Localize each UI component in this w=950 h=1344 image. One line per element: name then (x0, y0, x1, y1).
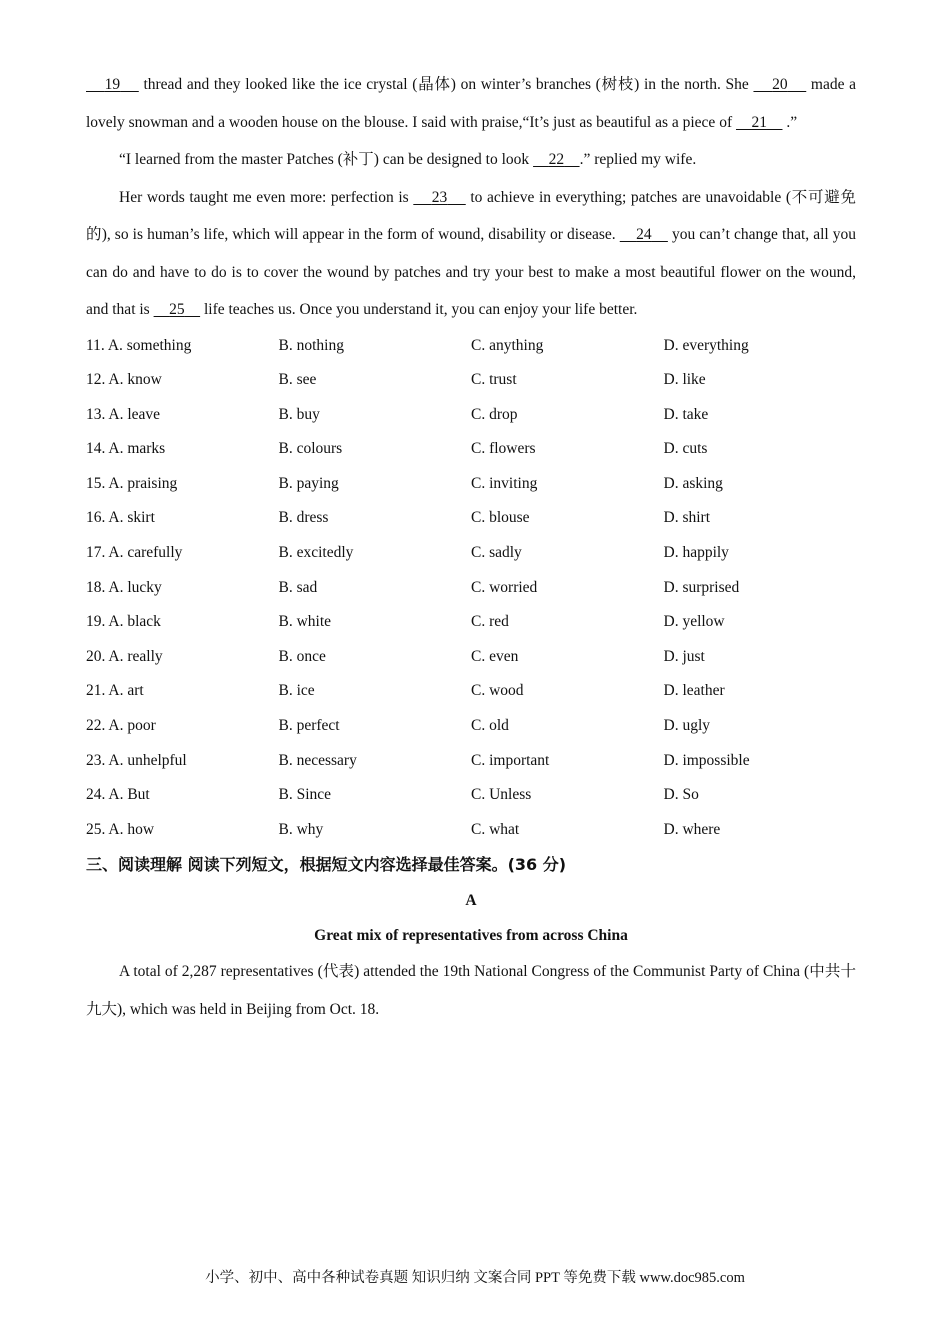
question-22-options (86, 709, 856, 744)
option-d: D. shirt (663, 509, 710, 527)
option-a: 11. A. something (86, 336, 192, 354)
option-a: 21. A. art (86, 682, 144, 700)
option-a: 22. A. poor (86, 717, 156, 735)
blank-24: 24 (636, 226, 652, 243)
option-c: C. blouse (471, 509, 530, 527)
option-c: C. trust (471, 371, 517, 389)
question-14-options (86, 432, 856, 467)
option-b: B. see (278, 371, 317, 389)
question-13-options (86, 398, 856, 433)
option-c: C. old (471, 717, 509, 735)
question-24-options (86, 778, 856, 813)
question-19-options (86, 605, 856, 640)
question-12-options (86, 363, 856, 398)
option-a: 25. A. how (86, 820, 155, 838)
option-b: B. paying (278, 474, 339, 492)
option-d: D. surprised (663, 578, 740, 596)
option-d: D. just (663, 647, 705, 665)
option-c: C. inviting (471, 474, 538, 492)
option-b: B. buy (278, 405, 320, 423)
option-b: B. once (278, 647, 326, 665)
option-c: C. anything (471, 336, 544, 354)
option-b: B. necessary (278, 751, 357, 769)
option-b: B. nothing (278, 336, 344, 354)
blank-20: 20 (772, 76, 788, 93)
option-d: D. So (663, 786, 699, 804)
option-d: D. happily (663, 544, 729, 562)
option-a: 23. A. unhelpful (86, 751, 187, 769)
option-c: C. flowers (471, 440, 536, 458)
option-a: 15. A. praising (86, 474, 178, 492)
blank-21: 21 (751, 113, 767, 131)
part-label: A (465, 892, 477, 910)
question-15-options (86, 467, 856, 502)
passage-paragraph-1: 19 thread and they looked like the ice crystal (晶体) on winter’s branches (树枝) in the north. She 20 made a lovely snowman and a wooden house on the blouse. I said with praise,“It’s just as beautiful as a piece of 21 .” (86, 76, 857, 131)
option-b: B. excitedly (278, 544, 354, 562)
question-11-options (86, 329, 856, 364)
option-c: C. even (471, 647, 519, 665)
option-a: 14. A. marks (86, 440, 166, 458)
option-a: 24. A. But (86, 786, 150, 804)
option-d: D. asking (663, 474, 723, 492)
blank-25: 25 (169, 301, 185, 318)
option-d: D. take (663, 405, 709, 423)
document-page (86, 66, 856, 1028)
passage-paragraph-2: “I learned from the master Patches (补丁) can be designed to look 22 .” replied my wife. (119, 151, 697, 168)
article-intro: A total of 2,287 representatives (代表) attended the 19th National Congress of the Communist Party of China (中共十九大), which was held in Beijing from Oct. 18. (86, 963, 856, 1018)
option-a: 13. A. leave (86, 405, 161, 423)
option-a: 16. A. skirt (86, 509, 155, 527)
option-a: 20. A. really (86, 647, 163, 665)
blank-22: 22 (548, 151, 565, 168)
option-b: B. perfect (278, 717, 340, 735)
option-c: C. sadly (471, 544, 522, 562)
option-b: B. white (278, 613, 332, 631)
question-17-options (86, 536, 856, 571)
option-d: D. everything (663, 336, 749, 354)
page-footer: 小学、初中、高中各种试卷真题 知识归纳 文案合同 PPT 等免费下载 www.doc985.com (205, 1270, 745, 1286)
option-c: C. worried (471, 578, 538, 596)
option-c: C. Unless (471, 786, 532, 804)
option-b: B. Since (278, 786, 332, 804)
blank-23: 23 (431, 188, 448, 206)
blank-19: 19 (104, 76, 121, 93)
option-c: C. important (471, 751, 550, 769)
option-c: C. wood (471, 682, 524, 700)
option-d: D. cuts (663, 440, 708, 458)
option-d: D. where (663, 820, 721, 838)
question-20-options (86, 640, 856, 675)
option-b: B. why (278, 820, 324, 838)
option-d: D. impossible (663, 751, 750, 769)
question-18-options (86, 571, 856, 606)
option-c: C. what (471, 820, 520, 838)
option-b: B. sad (278, 578, 318, 596)
option-b: B. colours (278, 440, 343, 458)
option-d: D. ugly (663, 717, 710, 735)
option-d: D. yellow (663, 613, 725, 631)
question-21-options (86, 674, 856, 709)
option-a: 12. A. know (86, 371, 162, 389)
option-b: B. dress (278, 509, 329, 527)
question-23-options (86, 744, 856, 779)
section-heading: 三、阅读理解 阅读下列短文，根据短文内容选择最佳答案。(36 分) (86, 855, 567, 875)
question-25-options (86, 813, 856, 848)
option-a: 19. A. black (86, 613, 161, 631)
option-a: 18. A. lucky (86, 578, 162, 596)
option-b: B. ice (278, 682, 315, 700)
option-a: 17. A. carefully (86, 544, 183, 562)
article-title: Great mix of representatives from across China (314, 927, 628, 945)
option-d: D. like (663, 371, 706, 389)
answer-options (86, 329, 856, 848)
passage-paragraph-3: Her words taught me even more: perfection is 23 to achieve in everything; patches are unavoidable (不可避免的), so is human’s life, which will appear in the form of wound, disability or disease. 24 you can’t change that, all you can do and have to do is to cover the wound by patches and try your best to make a most beautiful flower on the wound, and that is 25 life teaches us. Once you understand it, you can enjoy your life better. (86, 188, 857, 318)
option-c: C. red (471, 613, 509, 631)
option-d: D. leather (663, 682, 725, 700)
option-c: C. drop (471, 405, 518, 423)
question-16-options (86, 501, 856, 536)
